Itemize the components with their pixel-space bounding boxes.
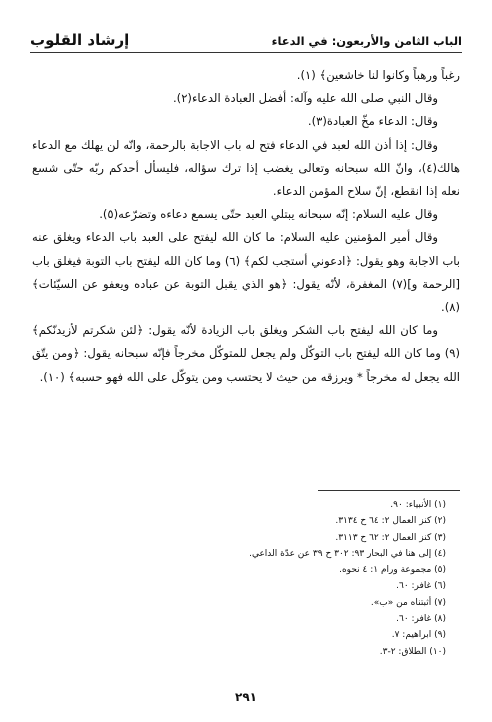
main-text	[32, 64, 460, 489]
paragraph: وقال النبي صلى الله عليه وآله: أفضل العبادة الدعاء(٢).	[172, 91, 438, 106]
paragraph: رغباً ورهباً وكانوا لنا خاشعين﴾ (١).	[296, 68, 460, 82]
page-number: ٢٩١	[235, 690, 257, 704]
running-header	[30, 22, 462, 52]
footnote: (٨) غافر: ٦٠.	[396, 614, 446, 625]
footnote-list	[32, 497, 460, 660]
footnote: (٢) كنز العمال ٢: ٦٤ ح ٣١٣٤.	[335, 516, 446, 527]
footnote: (٦) غافر: ٦٠.	[396, 581, 446, 592]
footnote: (٧) أثبتناه من «ب».	[370, 597, 446, 608]
book-title-logo: إرشاد القلوب	[30, 31, 130, 49]
paragraph: وقال عليه السلام: إنّه سبحانه يبتلي العبد حتّى يسمع دعاءه وتضرّعه(٥).	[99, 207, 438, 222]
paragraph: وقال: الدعاء مخّ العبادة(٣).	[307, 114, 438, 129]
footnote: (١) الأنبياء: ٩٠.	[390, 500, 446, 510]
paragraph: وقال: إذا أذن الله لعبد في الدعاء فتح له باب الاجابة بالرحمة، وانّه لن يهلك مع الدعاء هالك(٤)، وانّ الله سبحانه وتعالى يغضب إذا ترك سؤاله، فليسأل أحدكم ربّه حتّى شسع نعله إذا انقطع، إنّ سلاح المؤمن الدعاء.	[32, 137, 460, 199]
header-divider	[30, 52, 462, 53]
footnote: (٣) كنز العمال ٢: ٦٢ ح ٣١١٣.	[335, 532, 446, 543]
paragraph: وما كان الله ليفتح باب الشكر ويغلق باب الزيادة لأنّه يقول: ﴿لئن شكرتم لأزيدنّكم﴾ (٩) وما كان الله ليفتح باب التوكّل ولم يجعل للمتوكّل مخرجاً فإنّه سبحانه يقول: ﴿ومن يتّق الله يجعل له مخرجاً * ويرزقه من حيث لا يحتسب ومن يتوكّل على الله فهو حسبه﴾ (١٠).	[32, 323, 460, 384]
footnote: (٩) ابراهيم: ٧.	[391, 630, 446, 641]
footnote: (٥) مجموعة ورام ١: ٤ نحوه.	[339, 565, 446, 576]
footnote: (١٠) الطلاق: ٢-٣.	[379, 646, 446, 657]
chapter-title: الباب الثامن والأربعون: في الدعاء	[271, 34, 462, 48]
footnote: (٤) إلى هنا في البحار ٩٣: ٣٠٢ ح ٣٩ عن عدّة الداعي.	[249, 548, 446, 559]
footnote-divider	[318, 490, 460, 491]
paragraph: وقال أمير المؤمنين عليه السلام: ما كان الله ليفتح على العبد باب الدعاء ويغلق عنه باب الاجابة وهو يقول: ﴿ادعوني أستجب لكم﴾ (٦) وما كان الله ليفتح باب التوبة فيغلق باب [الرحمة و](٧) المغفرة، لأنّه يقول: ﴿هو الذي يقبل التوبة عن عباده ويعفو عن السيّئات﴾ (٨).	[32, 230, 461, 315]
